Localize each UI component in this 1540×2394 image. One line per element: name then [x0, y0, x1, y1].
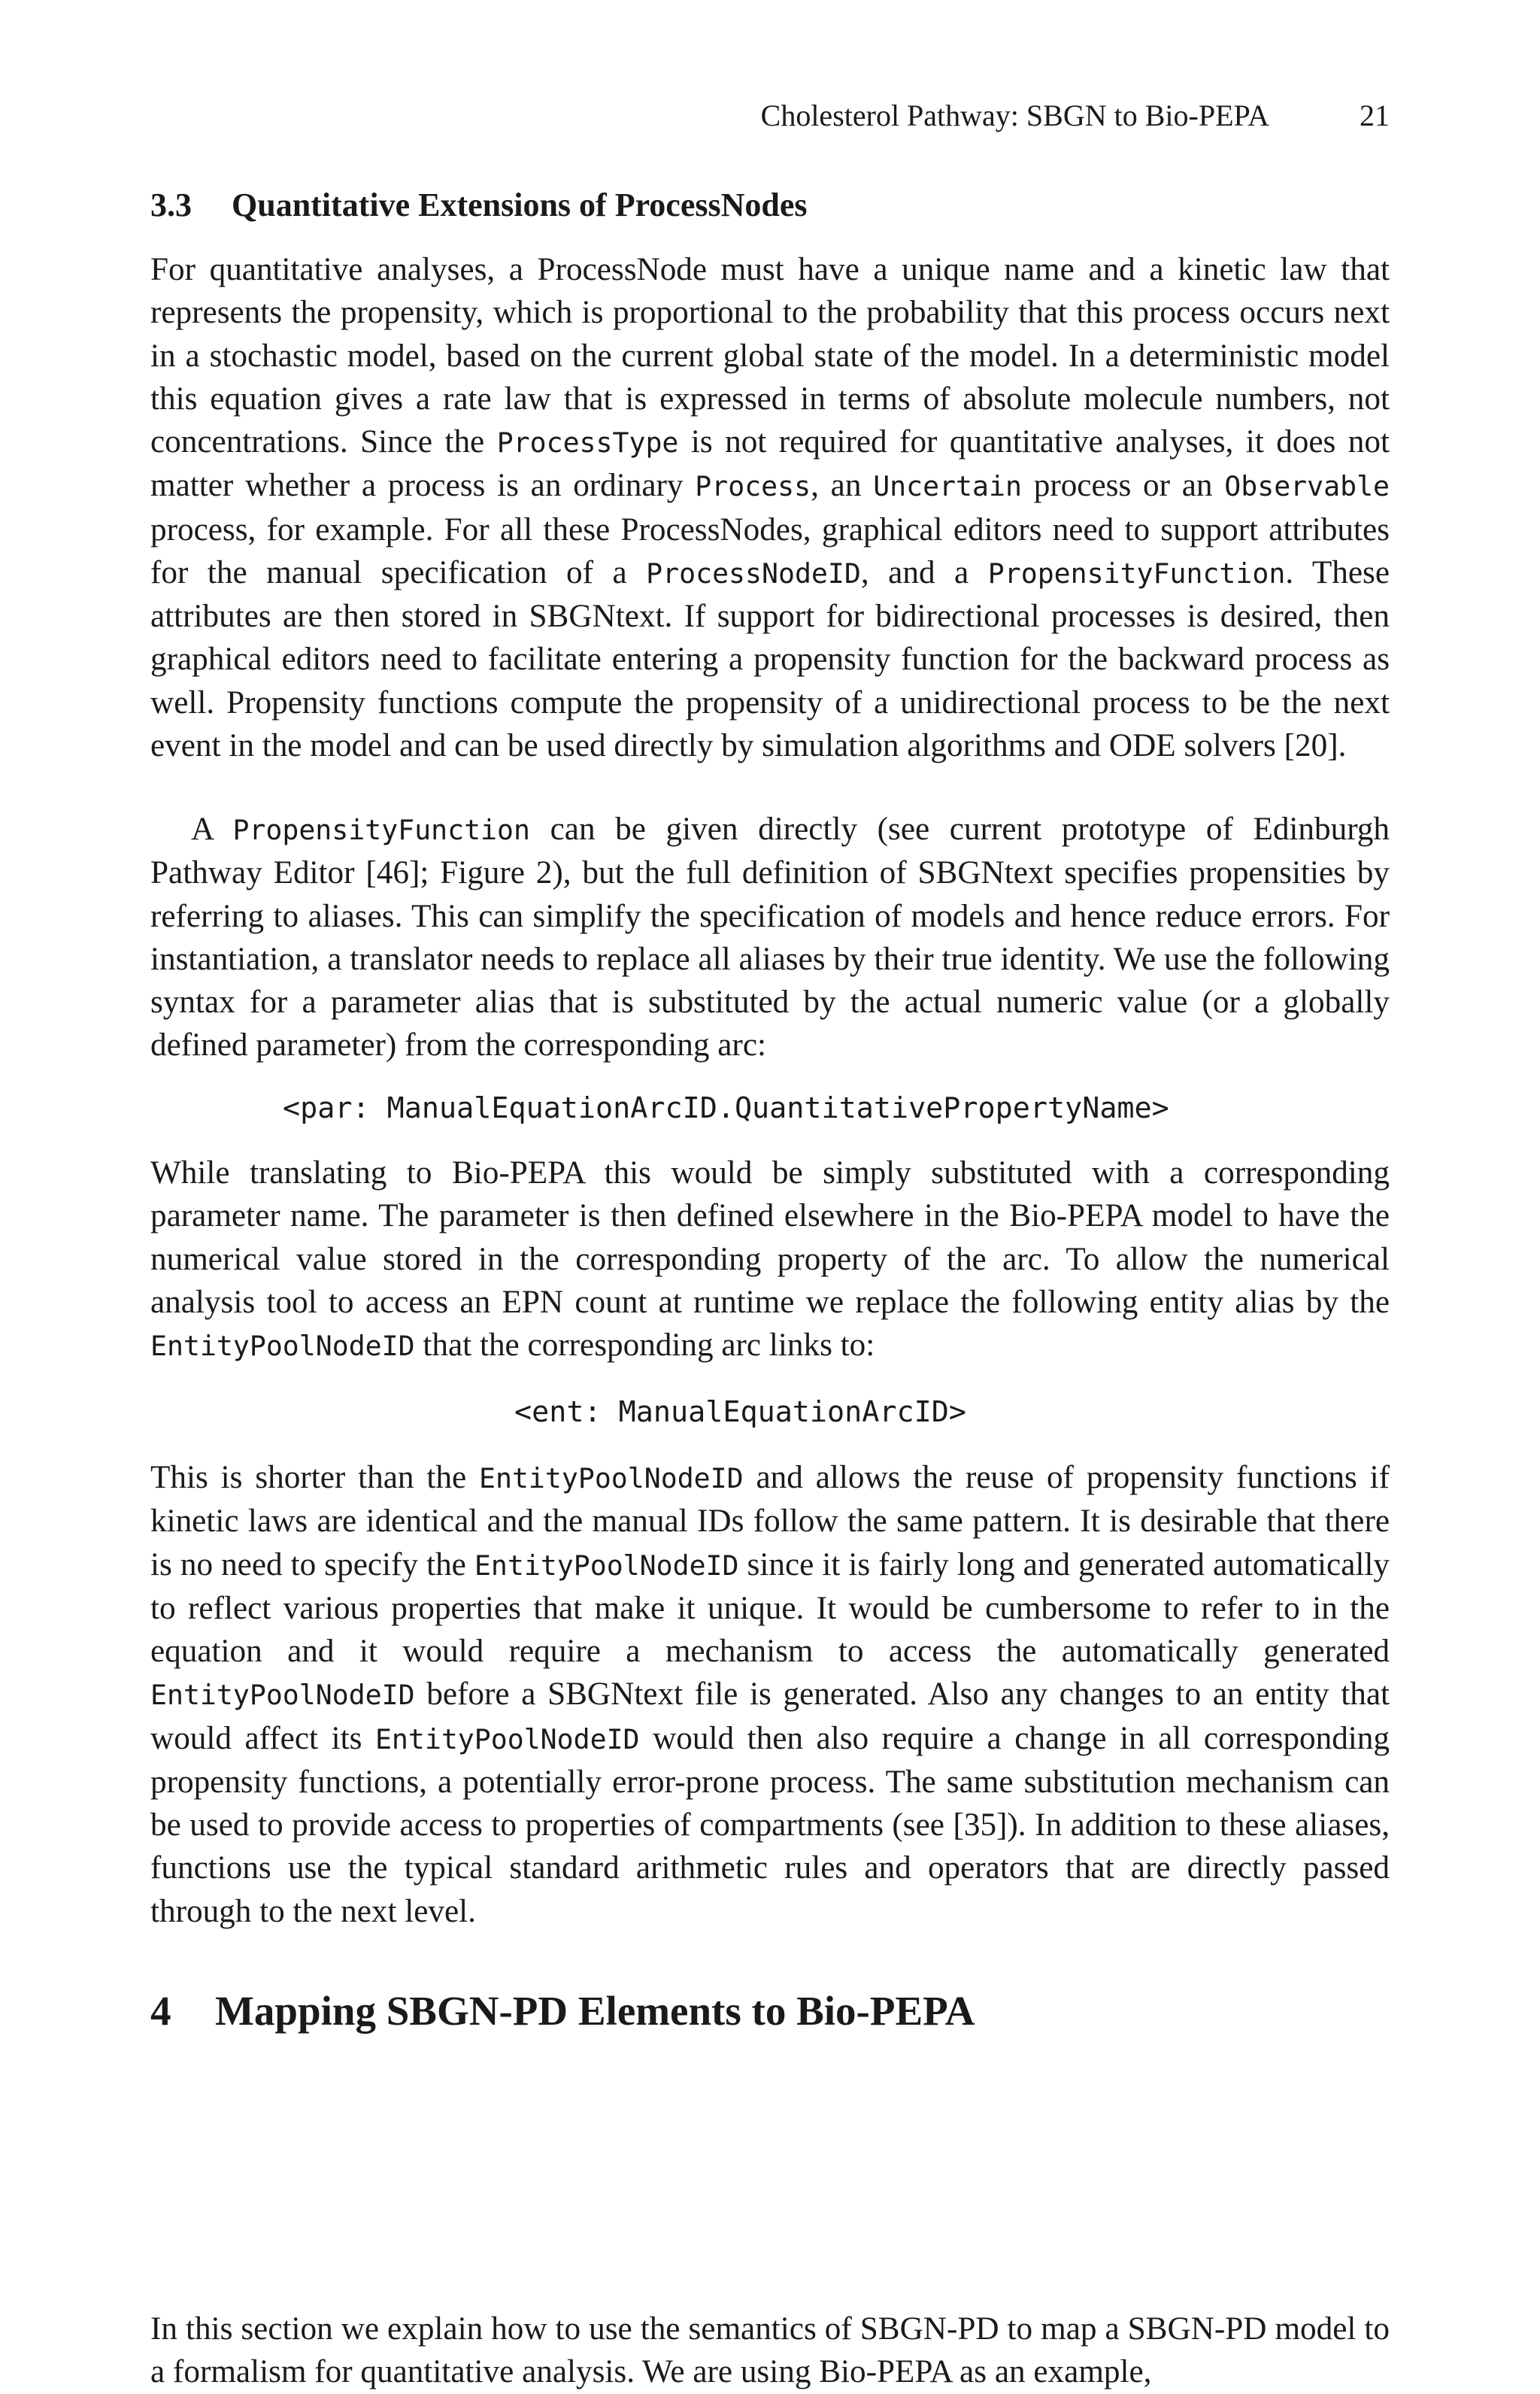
paragraph-2: A PropensityFunction can be given directly (see current prototype of Edinburgh Pathway Editor [46]; Figure 2), but the full definition of SBGNtext specifies propensities by referring to aliases. This can simplify the specification of models and hence reduce errors. For instantiation, a translator needs to replace all aliases by their true identity. We use the following syntax for a parameter alias that is substituted by the actual numeric value (or a globally defined parameter) from the corresponding arc: — [150, 812, 1390, 1063]
code-processnodeid: ProcessNodeID — [646, 557, 861, 590]
section-number: 4 — [150, 1988, 171, 2034]
running-head-title: Cholesterol Pathway: SBGN to Bio-PEPA — [760, 99, 1269, 132]
subsection-number: 3.3 — [150, 187, 192, 223]
code-processtype: ProcessType — [496, 426, 679, 459]
section-heading — [150, 1981, 1390, 2041]
code-propensityfunction: PropensityFunction — [232, 814, 530, 846]
subsection-title: Quantitative Extensions of ProcessNodes — [232, 187, 808, 223]
section-title: Mapping SBGN-PD Elements to Bio-PEPA — [215, 1988, 975, 2034]
code-process: Process — [695, 470, 811, 503]
paragraph-3: While translating to Bio-PEPA this would be simply substituted with a corresponding parameter name. The parameter is then defined elsewhere in the Bio-PEPA model to have the numerical value stored in the corresponding property of the arc. To allow the numerical analysis tool to access an EPN count at runtime we replace the following entity alias by the EntityPoolNodeID that the corresponding arc links to: — [150, 1155, 1390, 1363]
subsection-heading — [150, 178, 1390, 233]
running-head — [150, 93, 1390, 138]
equation-entity-alias: <ent: ManualEquationArcID> — [514, 1395, 966, 1429]
paragraph-5: In this section we explain how to use the semantics of SBGN-PD to map a SBGN-PD model to a formalism for quantitative analysis. We are using Bio-PEPA as an example, — [150, 2311, 1390, 2390]
paragraph-4: This is shorter than the EntityPoolNodeID and allows the reuse of propensity functions if kinetic laws are identical and the manual IDs follow the same pattern. It is desirable that there is no need to specify the EntityPoolNodeID since it is fairly long and generated automatically to reflect various properties that make it unique. It would be cumbersome to refer to in the equation and it would require a mechanism to access the automatically generated EntityPoolNodeID before a SBGNtext file is generated. Also any changes to an entity that would affect its EntityPoolNodeID would then also require a change in all corresponding propensity functions, a potentially error-prone process. The same substitution mechanism can be used to provide access to properties of compartments (see [35]). In addition to these aliases, functions use the typical standard arithmetic rules and operators that are directly passed through to the next level. — [150, 1460, 1390, 1929]
code-uncertain: Uncertain — [873, 470, 1022, 503]
code-entitypoolnodeid: EntityPoolNodeID — [150, 1330, 415, 1362]
code-entitypoolnodeid: EntityPoolNodeID — [374, 1722, 640, 1755]
code-propensityfunction: PropensityFunction — [987, 557, 1286, 590]
equation-parameter-alias: <par: ManualEquationArcID.QuantitativePropertyName> — [283, 1091, 1169, 1125]
code-entitypoolnodeid: EntityPoolNodeID — [150, 1679, 415, 1712]
code-observable: Observable — [1224, 470, 1390, 503]
code-entitypoolnodeid: EntityPoolNodeID — [479, 1462, 744, 1494]
page-number: 21 — [1360, 99, 1390, 132]
paragraph-1: For quantitative analyses, a ProcessNode must have a unique name and a kinetic law that represents the propensity, which is proportional to the probability that this process occurs next in a stochastic model, based on the current global state of the model. In a deterministic model this equation gives a rate law that is expressed in terms of absolute molecule numbers, not concentrations. Since the ProcessType is not required for quantitative analyses, it does not matter whether a process is an ordinary Process, an Uncertain process or an Observable process, for example. For all these ProcessNodes, graphical editors need to support attributes for the manual specification of a ProcessNodeID, and a PropensityFunction. These attributes are then stored in SBGNtext. If support for bidirectional processes is desired, then graphical editors need to facilitate entering a propensity function for the backward process as well. Propensity functions compute the propensity of a unidirectional process to be the next event in the model and can be used directly by simulation algorithms and ODE solvers [20]. — [150, 252, 1390, 763]
code-entitypoolnodeid: EntityPoolNodeID — [474, 1549, 739, 1582]
